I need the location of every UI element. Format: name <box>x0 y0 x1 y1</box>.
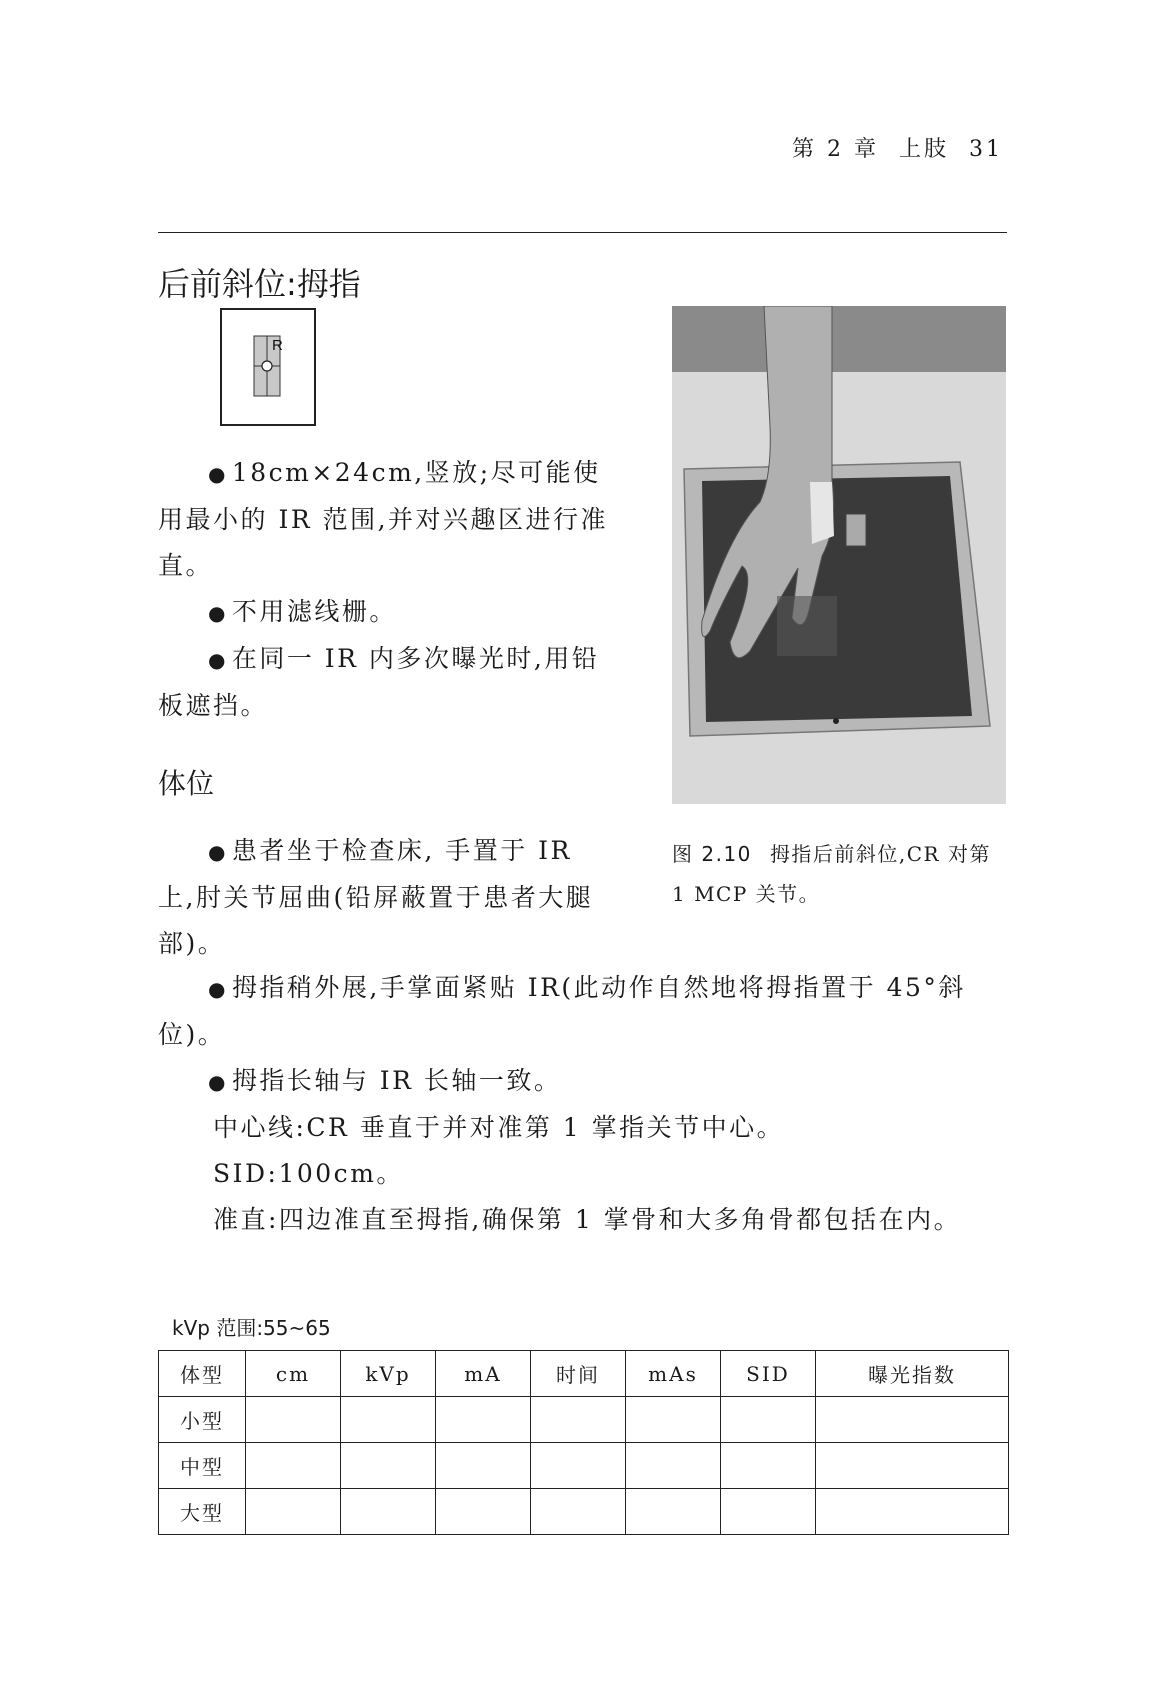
section-label: 上肢 <box>898 137 949 162</box>
figure-number: 图 2.10 <box>672 842 752 866</box>
position-heading: 体位 <box>158 767 215 800</box>
table-header-row <box>159 1351 1009 1397</box>
intro-text <box>158 450 620 729</box>
intro-paragraph: ● 不用滤线栅。 <box>158 589 620 636</box>
position-text-full <box>158 965 1013 1243</box>
hand-photo <box>672 306 1006 804</box>
table-cell <box>246 1397 341 1443</box>
position-paragraph: ● 拇指稍外展,手掌面紧贴 IR(此动作自然地将拇指置于 45°斜位)。 <box>158 965 1013 1058</box>
table-cell <box>816 1489 1009 1535</box>
ir-marker-label: R <box>272 337 283 354</box>
table-cell <box>626 1489 721 1535</box>
table-cell <box>721 1397 816 1443</box>
column-header: SID <box>721 1351 816 1397</box>
table-cell <box>626 1397 721 1443</box>
table-cell <box>721 1489 816 1535</box>
column-header: 体型 <box>159 1351 246 1397</box>
table-cell <box>816 1443 1009 1489</box>
table-cell <box>246 1443 341 1489</box>
table-cell: 小型 <box>159 1397 246 1443</box>
collimation-text: 准直:四边准直至拇指,确保第 1 掌骨和大多角骨都包括在内。 <box>213 1205 962 1234</box>
exposure-table <box>158 1350 1009 1535</box>
position-paragraph: ● 拇指长轴与 IR 长轴一致。 <box>158 1058 1013 1105</box>
kvp-range-label: kVp 范围:55~65 <box>172 1316 331 1340</box>
intro-paragraph: ● 在同一 IR 内多次曝光时,用铅板遮挡。 <box>158 636 620 729</box>
table-cell <box>816 1397 1009 1443</box>
sid-text: SID:100cm。 <box>213 1159 404 1188</box>
table-cell <box>436 1397 531 1443</box>
column-header: mAs <box>626 1351 721 1397</box>
position-text-narrow <box>158 828 620 967</box>
table-cell <box>436 1443 531 1489</box>
column-header: 曝光指数 <box>816 1351 1009 1397</box>
column-header: cm <box>246 1351 341 1397</box>
title-rule <box>158 232 1007 233</box>
intro-paragraph: ● 18cm×24cm,竖放;尽可能使用最小的 IR 范围,并对兴趣区进行准直。 <box>158 450 620 589</box>
table-cell <box>436 1489 531 1535</box>
table-cell: 中型 <box>159 1443 246 1489</box>
running-head <box>792 132 1003 163</box>
column-header: 时间 <box>531 1351 626 1397</box>
table-cell <box>341 1443 436 1489</box>
figure-caption-text: 拇指后前斜位,CR 对第 1 MCP 关节。 <box>672 842 991 906</box>
table-row <box>159 1489 1009 1535</box>
table-cell <box>531 1443 626 1489</box>
table-row <box>159 1443 1009 1489</box>
page-title: 后前斜位:拇指 <box>158 265 361 304</box>
table-cell <box>341 1397 436 1443</box>
table-cell <box>626 1443 721 1489</box>
table-cell: 大型 <box>159 1489 246 1535</box>
table-cell <box>341 1489 436 1535</box>
table-cell <box>246 1489 341 1535</box>
column-header: kVp <box>341 1351 436 1397</box>
table-cell <box>531 1397 626 1443</box>
table-cell <box>531 1489 626 1535</box>
chapter-label: 第 2 章 <box>792 137 879 162</box>
position-paragraph: ● 患者坐于检查床, 手置于 IR 上,肘关节屈曲(铅屏蔽置于患者大腿部)。 <box>158 828 620 967</box>
table-cell <box>721 1443 816 1489</box>
column-header: mA <box>436 1351 531 1397</box>
table-row <box>159 1397 1009 1443</box>
central-ray-text: 中心线:CR 垂直于并对准第 1 掌指关节中心。 <box>213 1113 785 1142</box>
figure-caption <box>672 834 1012 914</box>
page-number: 31 <box>969 137 1003 162</box>
ir-orientation-icon <box>220 308 316 426</box>
